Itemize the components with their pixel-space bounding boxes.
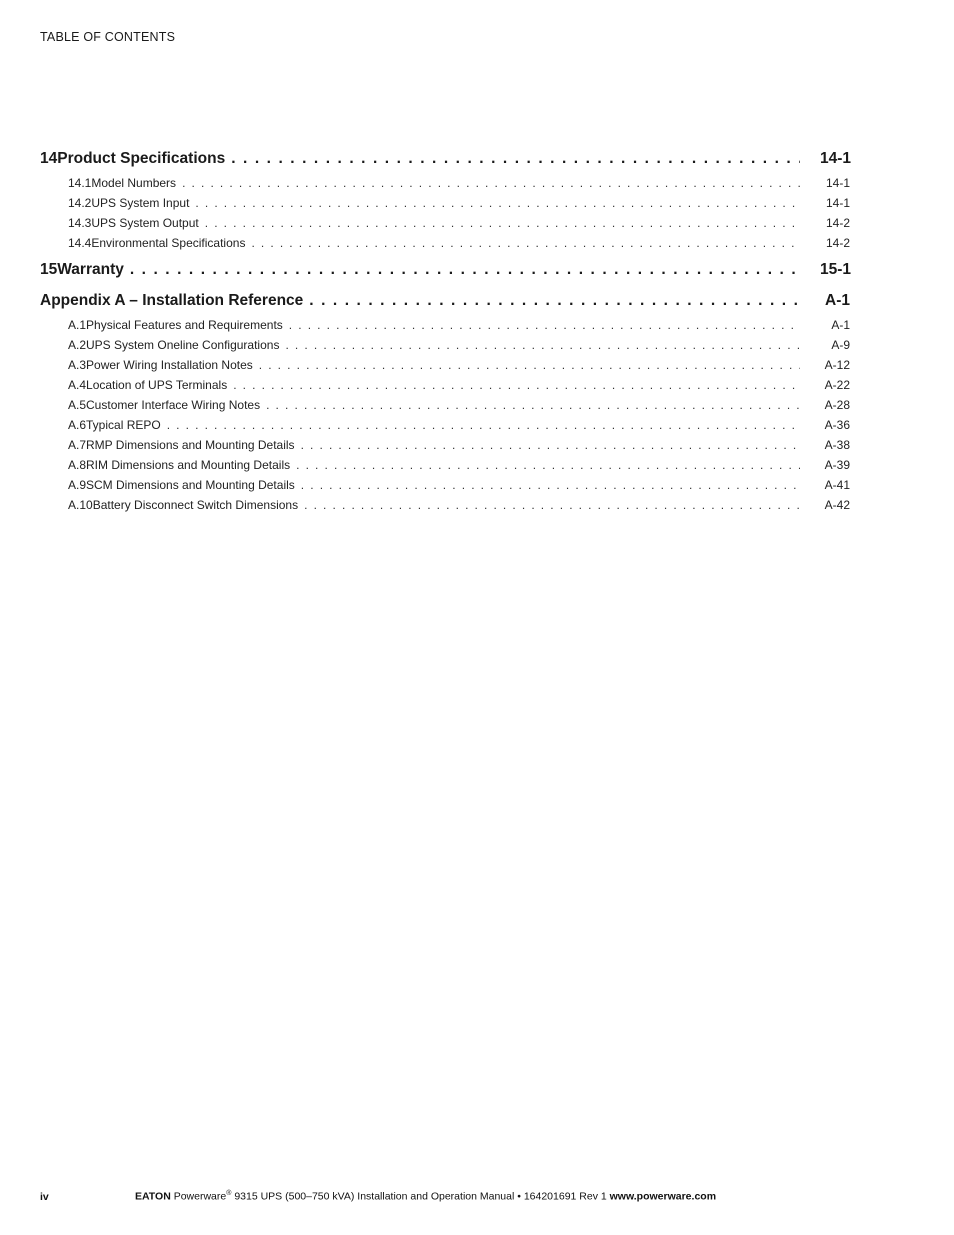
section-title: Model Numbers xyxy=(91,176,177,190)
section-page: A-36 xyxy=(824,418,850,432)
appendix-title: Appendix A – Installation Reference xyxy=(40,292,304,309)
section-page: A-28 xyxy=(824,398,850,412)
toc-section-a-3[interactable] xyxy=(40,358,850,378)
running-header: TABLE OF CONTENTS xyxy=(40,30,176,44)
dot-leader xyxy=(304,498,800,512)
toc-section-14-4[interactable] xyxy=(40,236,850,256)
toc-section-a-1[interactable] xyxy=(40,318,850,338)
section-number: 14.1 xyxy=(68,176,92,190)
table-of-contents xyxy=(40,150,850,518)
toc-section-a-4[interactable] xyxy=(40,378,850,398)
dot-leader xyxy=(309,292,800,310)
chapter-title: Warranty xyxy=(57,261,124,278)
section-title: Location of UPS Terminals xyxy=(86,378,228,392)
dot-leader xyxy=(289,318,800,332)
manual-description: 9315 UPS (500–750 kVA) Installation and Operation Manual • 164201691 Rev 1 xyxy=(231,1190,610,1203)
section-title: UPS System Output xyxy=(91,216,199,230)
toc-section-a-10[interactable] xyxy=(40,498,850,518)
section-title: Environmental Specifications xyxy=(91,236,246,250)
toc-section-a-2[interactable] xyxy=(40,338,850,358)
section-title: RMP Dimensions and Mounting Details xyxy=(86,438,295,452)
dot-leader xyxy=(167,418,800,432)
section-title: Power Wiring Installation Notes xyxy=(86,358,253,372)
dot-leader xyxy=(233,378,800,392)
section-number: A.9 xyxy=(68,478,87,492)
chapter-page: 14-1 xyxy=(820,150,852,167)
chapter-number: 15 xyxy=(40,261,58,278)
toc-section-14-3[interactable] xyxy=(40,216,850,236)
section-number: A.1 xyxy=(68,318,87,332)
chapter-title: Product Specifications xyxy=(57,150,226,167)
section-title: UPS System Oneline Configurations xyxy=(86,338,280,352)
section-number: 14.4 xyxy=(68,236,92,250)
section-number: A.7 xyxy=(68,438,87,452)
section-title: RIM Dimensions and Mounting Details xyxy=(86,458,291,472)
dot-leader xyxy=(195,196,800,210)
dot-leader xyxy=(266,398,800,412)
registered-mark: ® xyxy=(226,1190,232,1197)
dot-leader xyxy=(259,358,800,372)
page-number: iv xyxy=(40,1190,49,1203)
section-number: 14.3 xyxy=(68,216,92,230)
chapter-number: 14 xyxy=(40,150,58,167)
section-number: A.5 xyxy=(68,398,87,412)
dot-leader xyxy=(130,261,800,279)
section-page: A-38 xyxy=(824,438,850,452)
toc-section-14-1[interactable] xyxy=(40,176,850,196)
toc-section-a-6[interactable] xyxy=(40,418,850,438)
dot-leader xyxy=(182,176,800,190)
website-link[interactable]: www.powerware.com xyxy=(609,1190,717,1203)
toc-chapter-15[interactable] xyxy=(40,261,850,282)
section-page: 14-2 xyxy=(825,236,850,250)
section-title: Customer Interface Wiring Notes xyxy=(86,398,261,412)
section-title: UPS System Input xyxy=(91,196,190,210)
section-title: Typical REPO xyxy=(86,418,161,432)
section-page: A-12 xyxy=(824,358,850,372)
toc-section-a-8[interactable] xyxy=(40,458,850,478)
dot-leader xyxy=(301,478,800,492)
section-page: 14-2 xyxy=(825,216,850,230)
toc-appendix-a[interactable] xyxy=(40,292,850,313)
section-page: A-22 xyxy=(824,378,850,392)
section-number: A.10 xyxy=(68,498,93,512)
toc-section-a-7[interactable] xyxy=(40,438,850,458)
section-number: 14.2 xyxy=(68,196,92,210)
dot-leader xyxy=(231,150,800,168)
toc-section-a-9[interactable] xyxy=(40,478,850,498)
section-title: SCM Dimensions and Mounting Details xyxy=(86,478,295,492)
product-name: Powerware xyxy=(173,1190,227,1203)
dot-leader xyxy=(205,216,800,230)
dot-leader xyxy=(296,458,800,472)
dot-leader xyxy=(285,338,800,352)
section-title: Physical Features and Requirements xyxy=(86,318,283,332)
toc-section-14-2[interactable] xyxy=(40,196,850,216)
brand-name: EATON xyxy=(135,1190,171,1203)
toc-section-a-5[interactable] xyxy=(40,398,850,418)
section-number: A.8 xyxy=(68,458,87,472)
section-page: A-1 xyxy=(831,318,850,332)
dot-leader xyxy=(251,236,800,250)
section-page: A-42 xyxy=(824,498,850,512)
dot-leader xyxy=(301,438,800,452)
section-page: A-41 xyxy=(824,478,850,492)
section-number: A.3 xyxy=(68,358,87,372)
toc-chapter-14[interactable] xyxy=(40,150,850,171)
section-page: 14-1 xyxy=(825,176,850,190)
section-number: A.6 xyxy=(68,418,87,432)
page-footer xyxy=(40,1190,740,1203)
section-number: A.2 xyxy=(68,338,87,352)
chapter-page: 15-1 xyxy=(820,261,852,278)
section-number: A.4 xyxy=(68,378,87,392)
appendix-page: A-1 xyxy=(825,292,850,309)
section-page: A-9 xyxy=(831,338,850,352)
section-page: 14-1 xyxy=(825,196,850,210)
section-page: A-39 xyxy=(824,458,850,472)
section-title: Battery Disconnect Switch Dimensions xyxy=(92,498,299,512)
